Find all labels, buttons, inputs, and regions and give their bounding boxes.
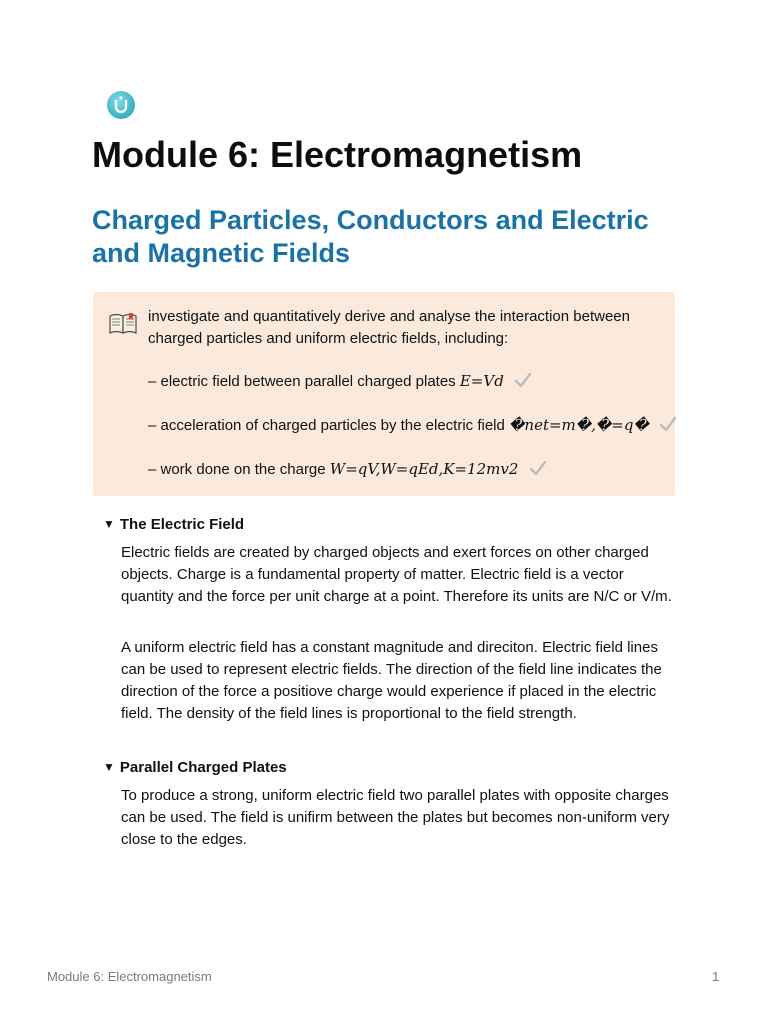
triangle-down-icon[interactable]: ▼	[103, 517, 115, 531]
page-icon	[107, 91, 135, 119]
triangle-down-icon[interactable]: ▼	[103, 760, 115, 774]
check-mark-icon	[529, 459, 547, 477]
page-title: Module 6: Electromagnetism	[92, 134, 583, 175]
formula: E=Vd	[459, 372, 504, 390]
page-subtitle: Charged Particles, Conductors and Electric and Magnetic Fields	[92, 205, 649, 268]
paragraph: A uniform electric field has a constant magnitude and direciton. Electric field lines can be used to represent electric fields. The direction of the field line indicates the direction of the force a positiove charge would experience if placed in the electric field. The density of the field lines is proportional to the field strength.	[121, 639, 662, 722]
toggle-electric-field[interactable]	[103, 516, 244, 533]
toggle-parallel-plates[interactable]	[103, 759, 287, 776]
formula: W=qV,W=qEd,K=12mv2	[329, 460, 519, 478]
callout-bullet	[148, 458, 547, 481]
bullet-text: – acceleration of charged particles by the electric field	[148, 417, 510, 434]
footer-title: Module 6: Electromagnetism	[47, 969, 212, 984]
callout-bullet	[148, 370, 532, 393]
toggle-heading: The Electric Field	[119, 516, 245, 533]
notion-page-icon	[107, 91, 135, 119]
callout-text: investigate and quantitatively derive and analyse the interaction between charged particles and uniform electric fields, including:	[148, 308, 630, 347]
open-book-icon	[108, 308, 138, 338]
paragraph: Electric fields are created by charged objects and exert forces on other charged objects. Charge is a fundamental property of matter. Electric field is a vector quantity and the force per unit charge at a point. Therefore its units are N/C or V/m.	[121, 544, 672, 605]
callout-bullet	[148, 414, 677, 437]
page-number: 1	[712, 969, 720, 984]
bullet-text: – electric field between parallel charged plates	[148, 373, 460, 390]
paragraph: To produce a strong, uniform electric field two parallel plates with opposite charges can be used. The field is unifirm between the plates but becomes non-uniform very close to the edges.	[121, 787, 670, 848]
toggle-heading: Parallel Charged Plates	[119, 759, 287, 776]
check-mark-icon	[514, 371, 532, 389]
bullet-text: – work done on the charge	[148, 461, 330, 478]
callout-block	[93, 292, 675, 496]
formula: �net=m�,�=q�	[509, 416, 649, 434]
check-mark-icon	[659, 415, 677, 433]
